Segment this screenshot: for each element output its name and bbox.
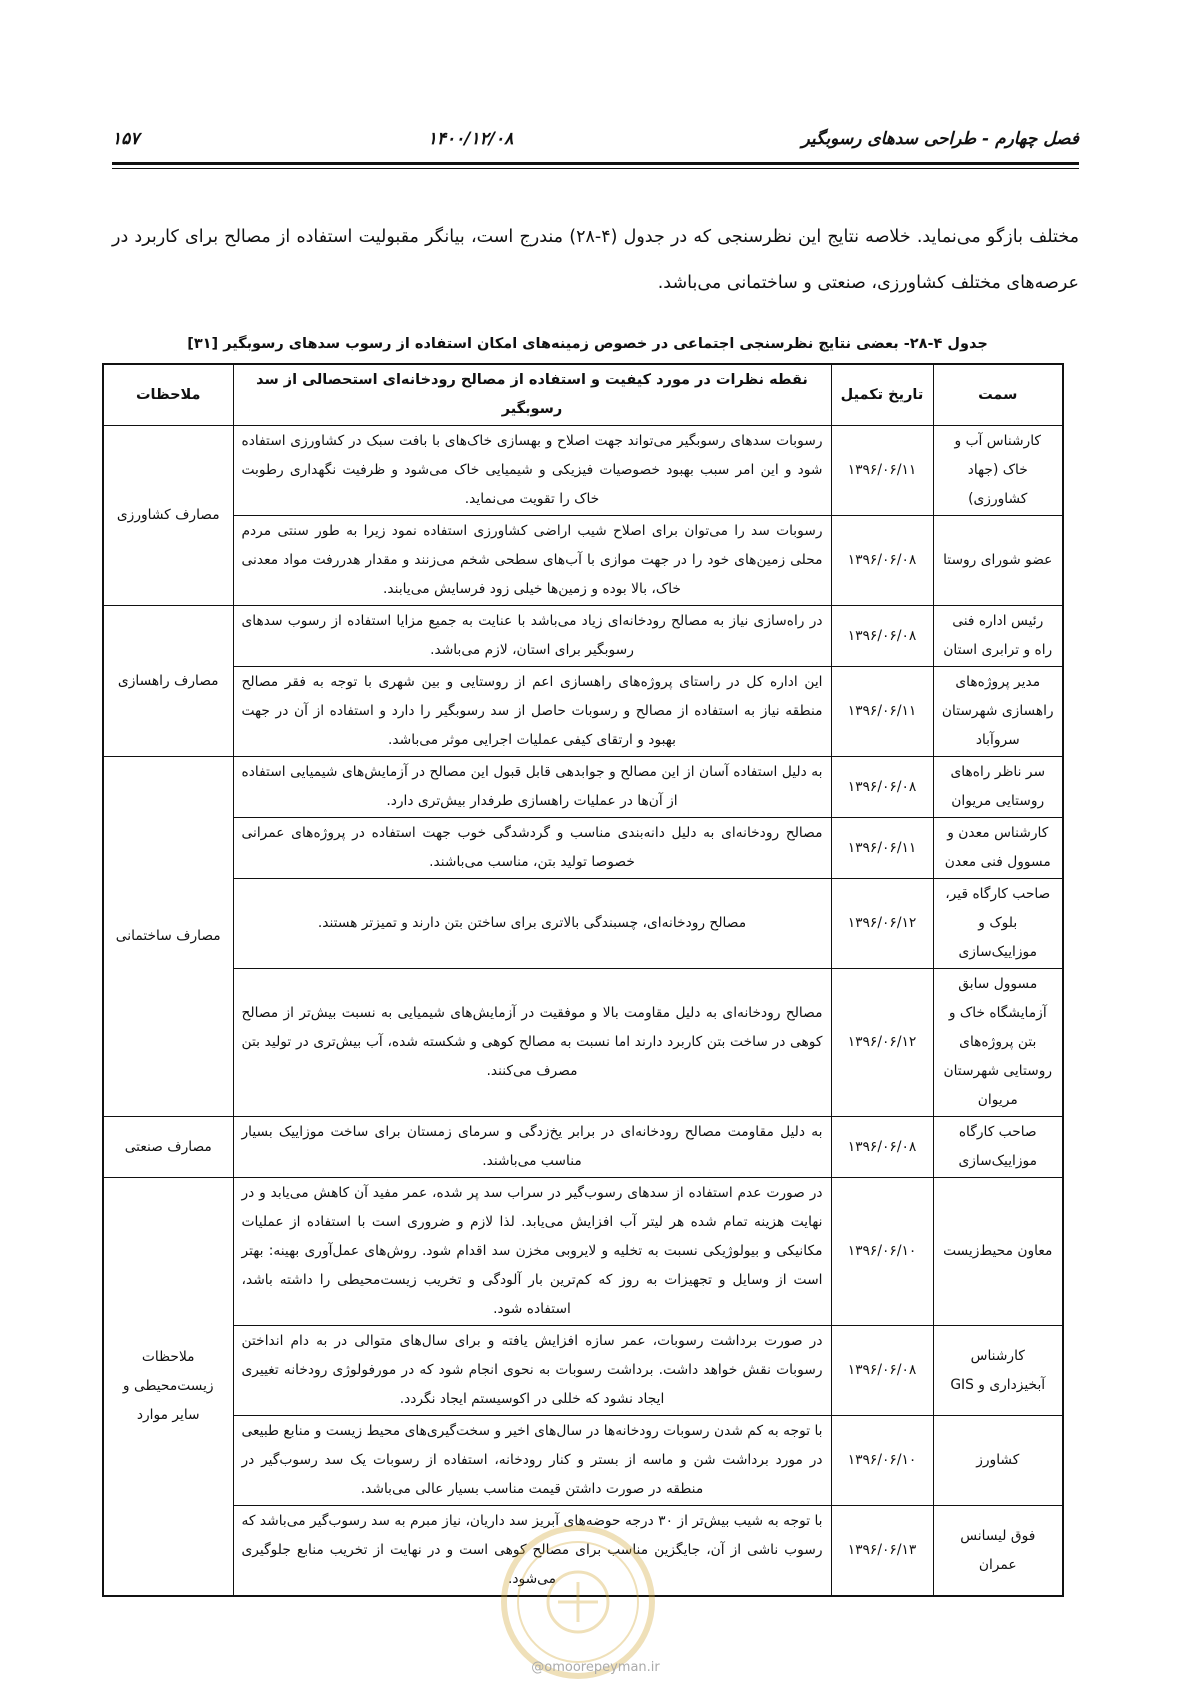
cell-date: ۱۳۹۶/۰۶/۱۰ (831, 1178, 933, 1326)
group-environmental: ملاحظات زیست‌محیطی و سایر موارد (103, 1178, 233, 1597)
table-row (103, 667, 1063, 757)
header-position: سمت (933, 364, 1063, 426)
table-caption: جدول ۴-۲۸- بعضی نتایج نظرسنجی اجتماعی در خصوص زمینه‌های امکان استفاده از رسوب سدهای رسوبگیر [۳۱] (187, 336, 988, 352)
cell-opinion: با توجه به کم شدن رسوبات رودخانه‌ها در سال‌های اخیر و سخت‌گیری‌های محیط زیست و منابع طبیعی در مورد برداشت شن و ماسه از بستر و کنار رودخانه، استفاده از رسوبات یک سد رسوب‌گیر در منطقه در صورت داشتن قیمت مناسب بسیار عالی می‌باشد. (233, 1416, 831, 1506)
cell-position: صاحب کارگاه قیر، بلوک و موزاییک‌سازی (933, 879, 1063, 969)
footer-website: @omoorepeyman.ir (531, 1660, 660, 1675)
cell-position: کشاورز (933, 1416, 1063, 1506)
watermark-seal (498, 1522, 658, 1682)
cell-date: ۱۳۹۶/۰۶/۰۸ (831, 516, 933, 606)
header-remarks: ملاحظات (103, 364, 233, 426)
chapter-title: فصل چهارم - طراحی سدهای رسوبگیر (801, 129, 1079, 149)
header-rule-thick (112, 162, 1079, 165)
cell-date: ۱۳۹۶/۰۶/۱۱ (831, 667, 933, 757)
group-industrial: مصارف صنعتی (103, 1117, 233, 1178)
page-header (112, 124, 1079, 154)
table-row (103, 879, 1063, 969)
cell-opinion: در صورت برداشت رسوبات، عمر سازه افزایش یافته و برای سال‌های متوالی در به دام انداختن رسوبات نقش خواهد داشت. برداشت رسوبات به نحوی انجام شود که در مورفولوژی رودخانه تغییری ایجاد نشود که خللی در اکوسیستم ایجاد نگردد. (233, 1326, 831, 1416)
cell-position: کارشناس آب و خاک (جهاد کشاورزی) (933, 426, 1063, 516)
cell-date: ۱۳۹۶/۰۶/۱۲ (831, 969, 933, 1117)
table-row (103, 1326, 1063, 1416)
cell-opinion: مصالح رودخانه‌ای، چسبندگی بالاتری برای ساختن بتن دارند و تمیزتر هستند. (233, 879, 831, 969)
group-agriculture: مصارف کشاورزی (103, 426, 233, 606)
table-row (103, 426, 1063, 516)
header-date: ۱۴۰۰/۱۲/۰۸ (427, 129, 514, 149)
table-row (103, 818, 1063, 879)
cell-opinion: مصالح رودخانه‌ای به دلیل مقاومت بالا و موفقیت در آزمایش‌های شیمیایی به نسبت بیش‌تر از مصالح کوهی در ساخت بتن کاربرد دارند اما نسبت به مصالح کوهی و شکسته شده، آب بیش‌تری در تولید بتن مصرف می‌کنند. (233, 969, 831, 1117)
cell-opinion: مصالح رودخانه‌ای به دلیل دانه‌بندی مناسب و گردشدگی خوب جهت استفاده در پروژه‌های عمرانی خصوصا تولید بتن، مناسب می‌باشند. (233, 818, 831, 879)
cell-opinion: این اداره کل در راستای پروژه‌های راهسازی اعم از روستایی و بین شهری با توجه به فقر مصالح منطقه نیاز به استفاده از مصالح و رسوبات حاصل از سد رسوبگیر را دارد و استفاده از آن در جهت بهبود و ارتقای کیفی عملیات اجرایی موثر می‌باشد. (233, 667, 831, 757)
cell-opinion: با توجه به شیب بیش‌تر از ۳۰ درجه حوضه‌های آبریز سد داریان، نیاز مبرم به سد رسوب‌گیر می‌باشد که رسوب ناشی از آن، جایگزین مناسب برای مصالح کوهی است و در نهایت از تخریب منابع جلوگیری می‌شود. (233, 1506, 831, 1597)
cell-date: ۱۳۹۶/۰۶/۱۱ (831, 818, 933, 879)
cell-position: مسوول سابق آزمایشگاه خاک و بتن پروژه‌های روستایی شهرستان مریوان (933, 969, 1063, 1117)
cell-opinion: به دلیل مقاومت مصالح رودخانه‌ای در برابر یخ‌زدگی و سرمای زمستان برای ساخت موزاییک بسیار مناسب می‌باشند. (233, 1117, 831, 1178)
cell-position: رئیس اداره فنی راه و ترابری استان (933, 606, 1063, 667)
table-row (103, 757, 1063, 818)
cell-opinion: رسوبات سدهای رسوبگیر می‌تواند جهت اصلاح و بهسازی خاک‌های با بافت سبک در کشاورزی استفاده شود و این امر سبب بهبود خصوصیات فیزیکی و شیمیایی خاک می‌شود و ظرفیت نگهداری رطوبت خاک را تقویت می‌نماید. (233, 426, 831, 516)
cell-position: صاحب کارگاه موزاییک‌سازی (933, 1117, 1063, 1178)
cell-opinion: در راه‌سازی نیاز به مصالح رودخانه‌ای زیاد می‌باشد با عنایت به جمیع مزایا استفاده از رسوب سدهای رسوبگیر برای استان، لازم می‌باشد. (233, 606, 831, 667)
group-road-construction: مصارف راهسازی (103, 606, 233, 757)
cell-date: ۱۳۹۶/۰۶/۰۸ (831, 757, 933, 818)
table-row (103, 1416, 1063, 1506)
table-row (103, 969, 1063, 1117)
table-row (103, 606, 1063, 667)
cell-opinion: به دلیل استفاده آسان از این مصالح و جوابدهی قابل قبول این مصالح در آزمایش‌های شیمیایی استفاده از آن‌ها در عملیات راهسازی طرفدار بیش‌تری دارد. (233, 757, 831, 818)
header-date: تاریخ تکمیل (831, 364, 933, 426)
table-row (103, 516, 1063, 606)
cell-date: ۱۳۹۶/۰۶/۰۸ (831, 1326, 933, 1416)
cell-position: کارشناس معدن و مسوول فنی معدن (933, 818, 1063, 879)
page-number: ۱۵۷ (112, 129, 140, 149)
cell-position: کارشناس آبخیزداری و GIS (933, 1326, 1063, 1416)
header-opinion: نقطه نظرات در مورد کیفیت و استفاده از مصالح رودخانه‌ای استحصالی از سد رسوبگیر (233, 364, 831, 426)
cell-date: ۱۳۹۶/۰۶/۱۰ (831, 1416, 933, 1506)
cell-position: فوق لیسانس عمران (933, 1506, 1063, 1597)
cell-position: معاون محیط‌زیست (933, 1178, 1063, 1326)
cell-date: ۱۳۹۶/۰۶/۱۳ (831, 1506, 933, 1597)
cell-opinion: در صورت عدم استفاده از سدهای رسوب‌گیر در سراب سد پر شده، عمر مفید آن کاهش می‌یابد و در نهایت هزینه تمام شده هر لیتر آب افزایش می‌یابد. لذا لازم و ضروری است با استفاده از عملیات مکانیکی و بیولوژیکی نسبت به تخلیه و لایروبی مخزن سد اقدام شود. روش‌های عمل‌آوری بهینه: بهتر است از وسایل و تجهیزات به روز که کم‌ترین بار آلودگی و تخریب زیست‌محیطی را داشته باشد، استفاده شود. (233, 1178, 831, 1326)
cell-position: سر ناظر راه‌های روستایی مریوان (933, 757, 1063, 818)
cell-opinion: رسوبات سد را می‌توان برای اصلاح شیب اراضی کشاورزی استفاده نمود زیرا به طور سنتی مردم محلی زمین‌های خود را در جهت موازی با آب‌های سطحی شخم می‌زنند و مقدار هدررفت مواد معدنی خاک، بالا بوده و زمین‌ها خیلی زود فرسایش می‌یابند. (233, 516, 831, 606)
table-container (102, 363, 1062, 1597)
group-building: مصارف ساختمانی (103, 757, 233, 1117)
cell-position: عضو شورای روستا (933, 516, 1063, 606)
table-header-row (103, 364, 1063, 426)
table-row (103, 1178, 1063, 1326)
cell-date: ۱۳۹۶/۰۶/۱۲ (831, 879, 933, 969)
header-rule-thin (112, 168, 1079, 169)
survey-table (102, 363, 1064, 1597)
cell-position: مدیر پروژه‌های راهسازی شهرستان سروآباد (933, 667, 1063, 757)
cell-date: ۱۳۹۶/۰۶/۰۸ (831, 1117, 933, 1178)
cell-date: ۱۳۹۶/۰۶/۰۸ (831, 606, 933, 667)
table-row (103, 1117, 1063, 1178)
intro-paragraph: مختلف بازگو می‌نماید. خلاصه نتایج این نظرسنجی که در جدول (۴-۲۸) مندرج است، بیانگر مقبولیت استفاده از مصالح برای کاربرد در عرصه‌های مختلف کشاورزی، صنعتی و ساختمانی می‌باشد. (112, 227, 1079, 293)
cell-date: ۱۳۹۶/۰۶/۱۱ (831, 426, 933, 516)
